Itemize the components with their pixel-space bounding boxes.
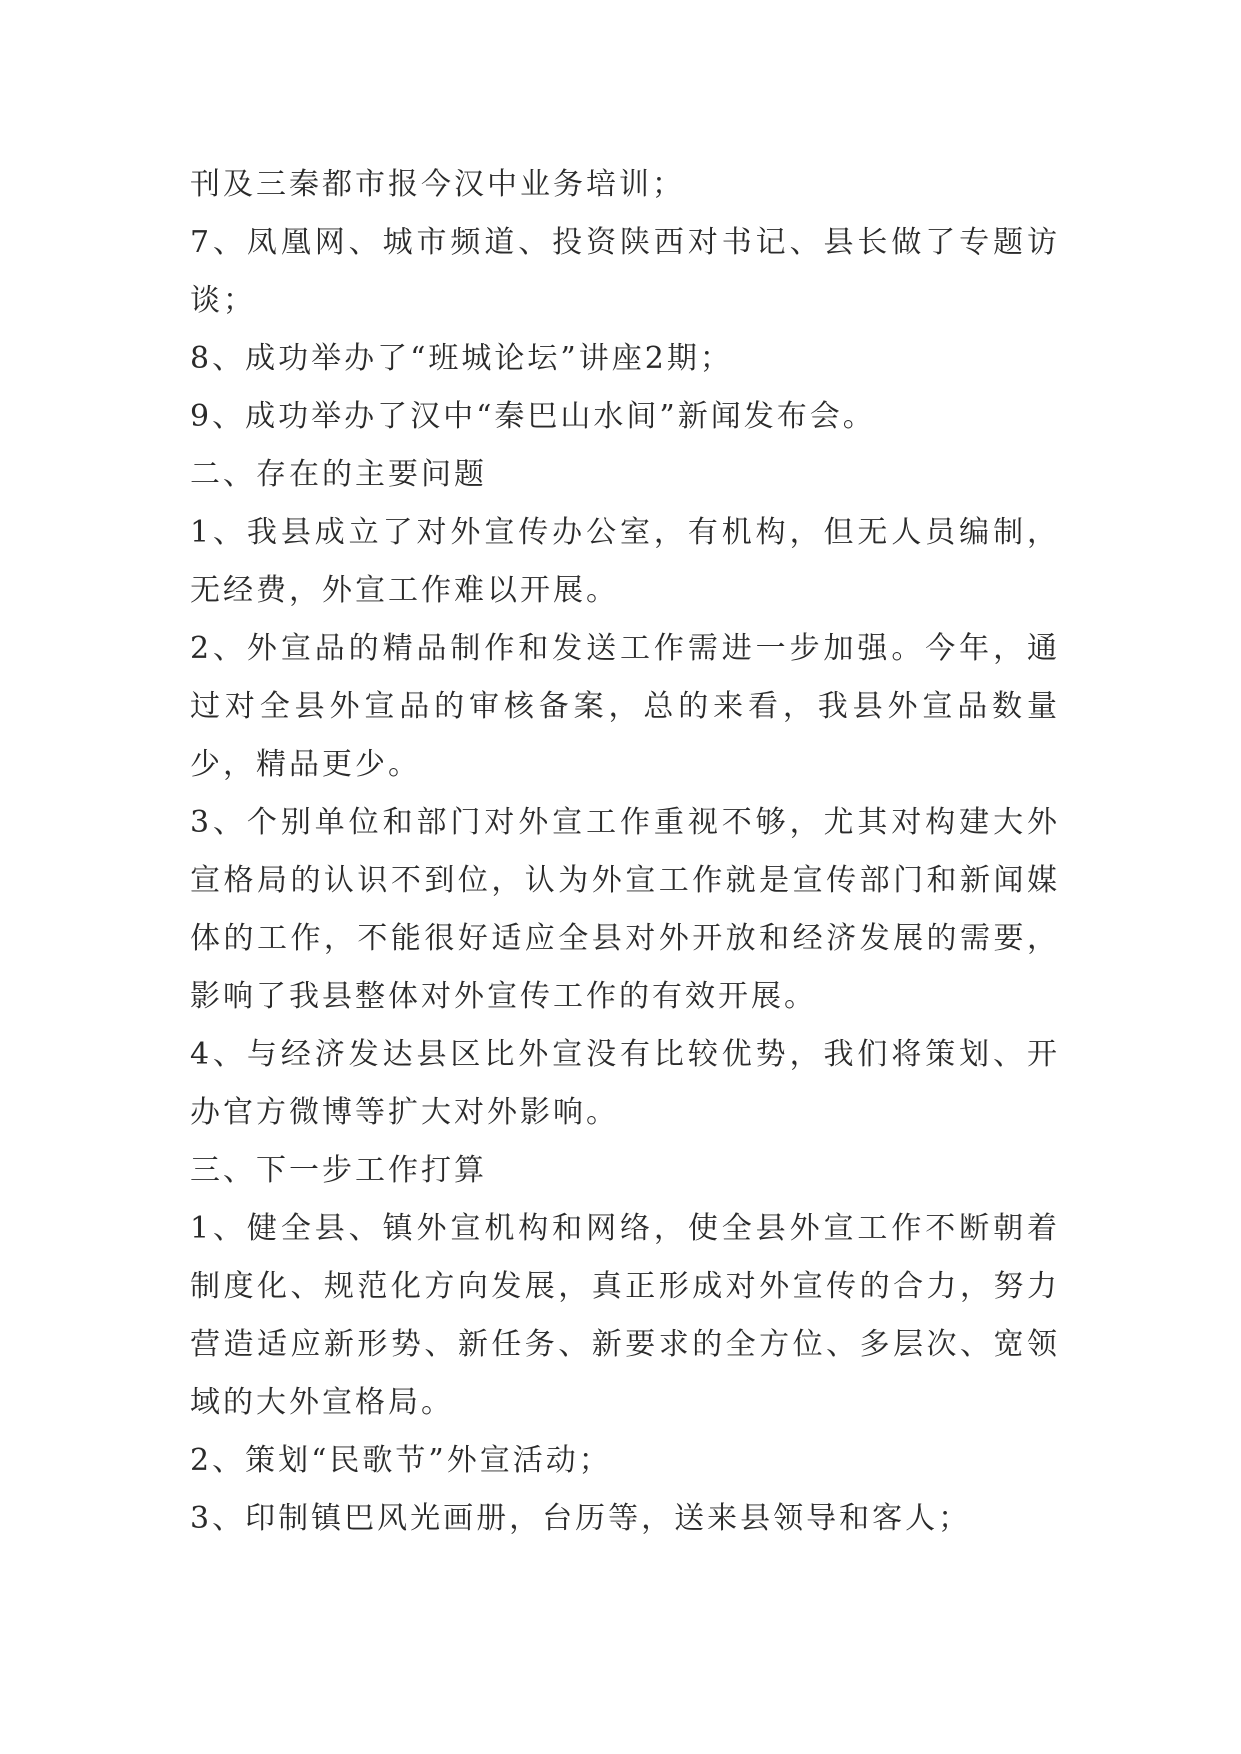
paragraph-problem-2: 2、外宣品的精品制作和发送工作需进一步加强。今年，通过对全县外宣品的审核备案，总的来看，我县外宣品数量少，精品更少。	[190, 631, 1060, 782]
paragraph-plan-2: 2、策划“民歌节”外宣活动；	[190, 1443, 612, 1478]
section-heading-next-steps: 三、下一步工作打算	[190, 1153, 487, 1188]
paragraph-problem-4: 4、与经济发达县区比外宣没有比较优势，我们将策划、开办官方微博等扩大对外影响。	[190, 1037, 1060, 1130]
paragraph-item-7: 7、凤凰网、城市频道、投资陕西对书记、县长做了专题访谈；	[190, 225, 1060, 318]
paragraph-problem-1: 1、我县成立了对外宣传办公室，有机构，但无人员编制，无经费，外宣工作难以开展。	[190, 515, 1060, 608]
paragraph-plan-3: 3、印制镇巴风光画册，台历等，送来县领导和客人；	[190, 1501, 972, 1536]
paragraph-plan-1: 1、健全县、镇外宣机构和网络，使全县外宣工作不断朝着制度化、规范化方向发展，真正形成对外宣传的合力，努力营造适应新形势、新任务、新要求的全方位、多层次、宽领域的大外宣格局。	[190, 1211, 1060, 1420]
paragraph-item-9: 9、成功举办了汉中“秦巴山水间”新闻发布会。	[190, 399, 876, 434]
paragraph-problem-3: 3、个别单位和部门对外宣工作重视不够，尤其对构建大外宣格局的认识不到位，认为外宣工作就是宣传部门和新闻媒体的工作，不能很好适应全县对外开放和经济发展的需要，影响了我县整体对外宣传工作的有效开展。	[190, 805, 1060, 1014]
section-heading-problems: 二、存在的主要问题	[190, 457, 487, 492]
paragraph-item-8: 8、成功举办了“班城论坛”讲座2期；	[190, 341, 733, 376]
paragraph-continuation: 刊及三秦都市报今汉中业务培训；	[190, 167, 685, 202]
document-body	[190, 156, 1060, 1548]
